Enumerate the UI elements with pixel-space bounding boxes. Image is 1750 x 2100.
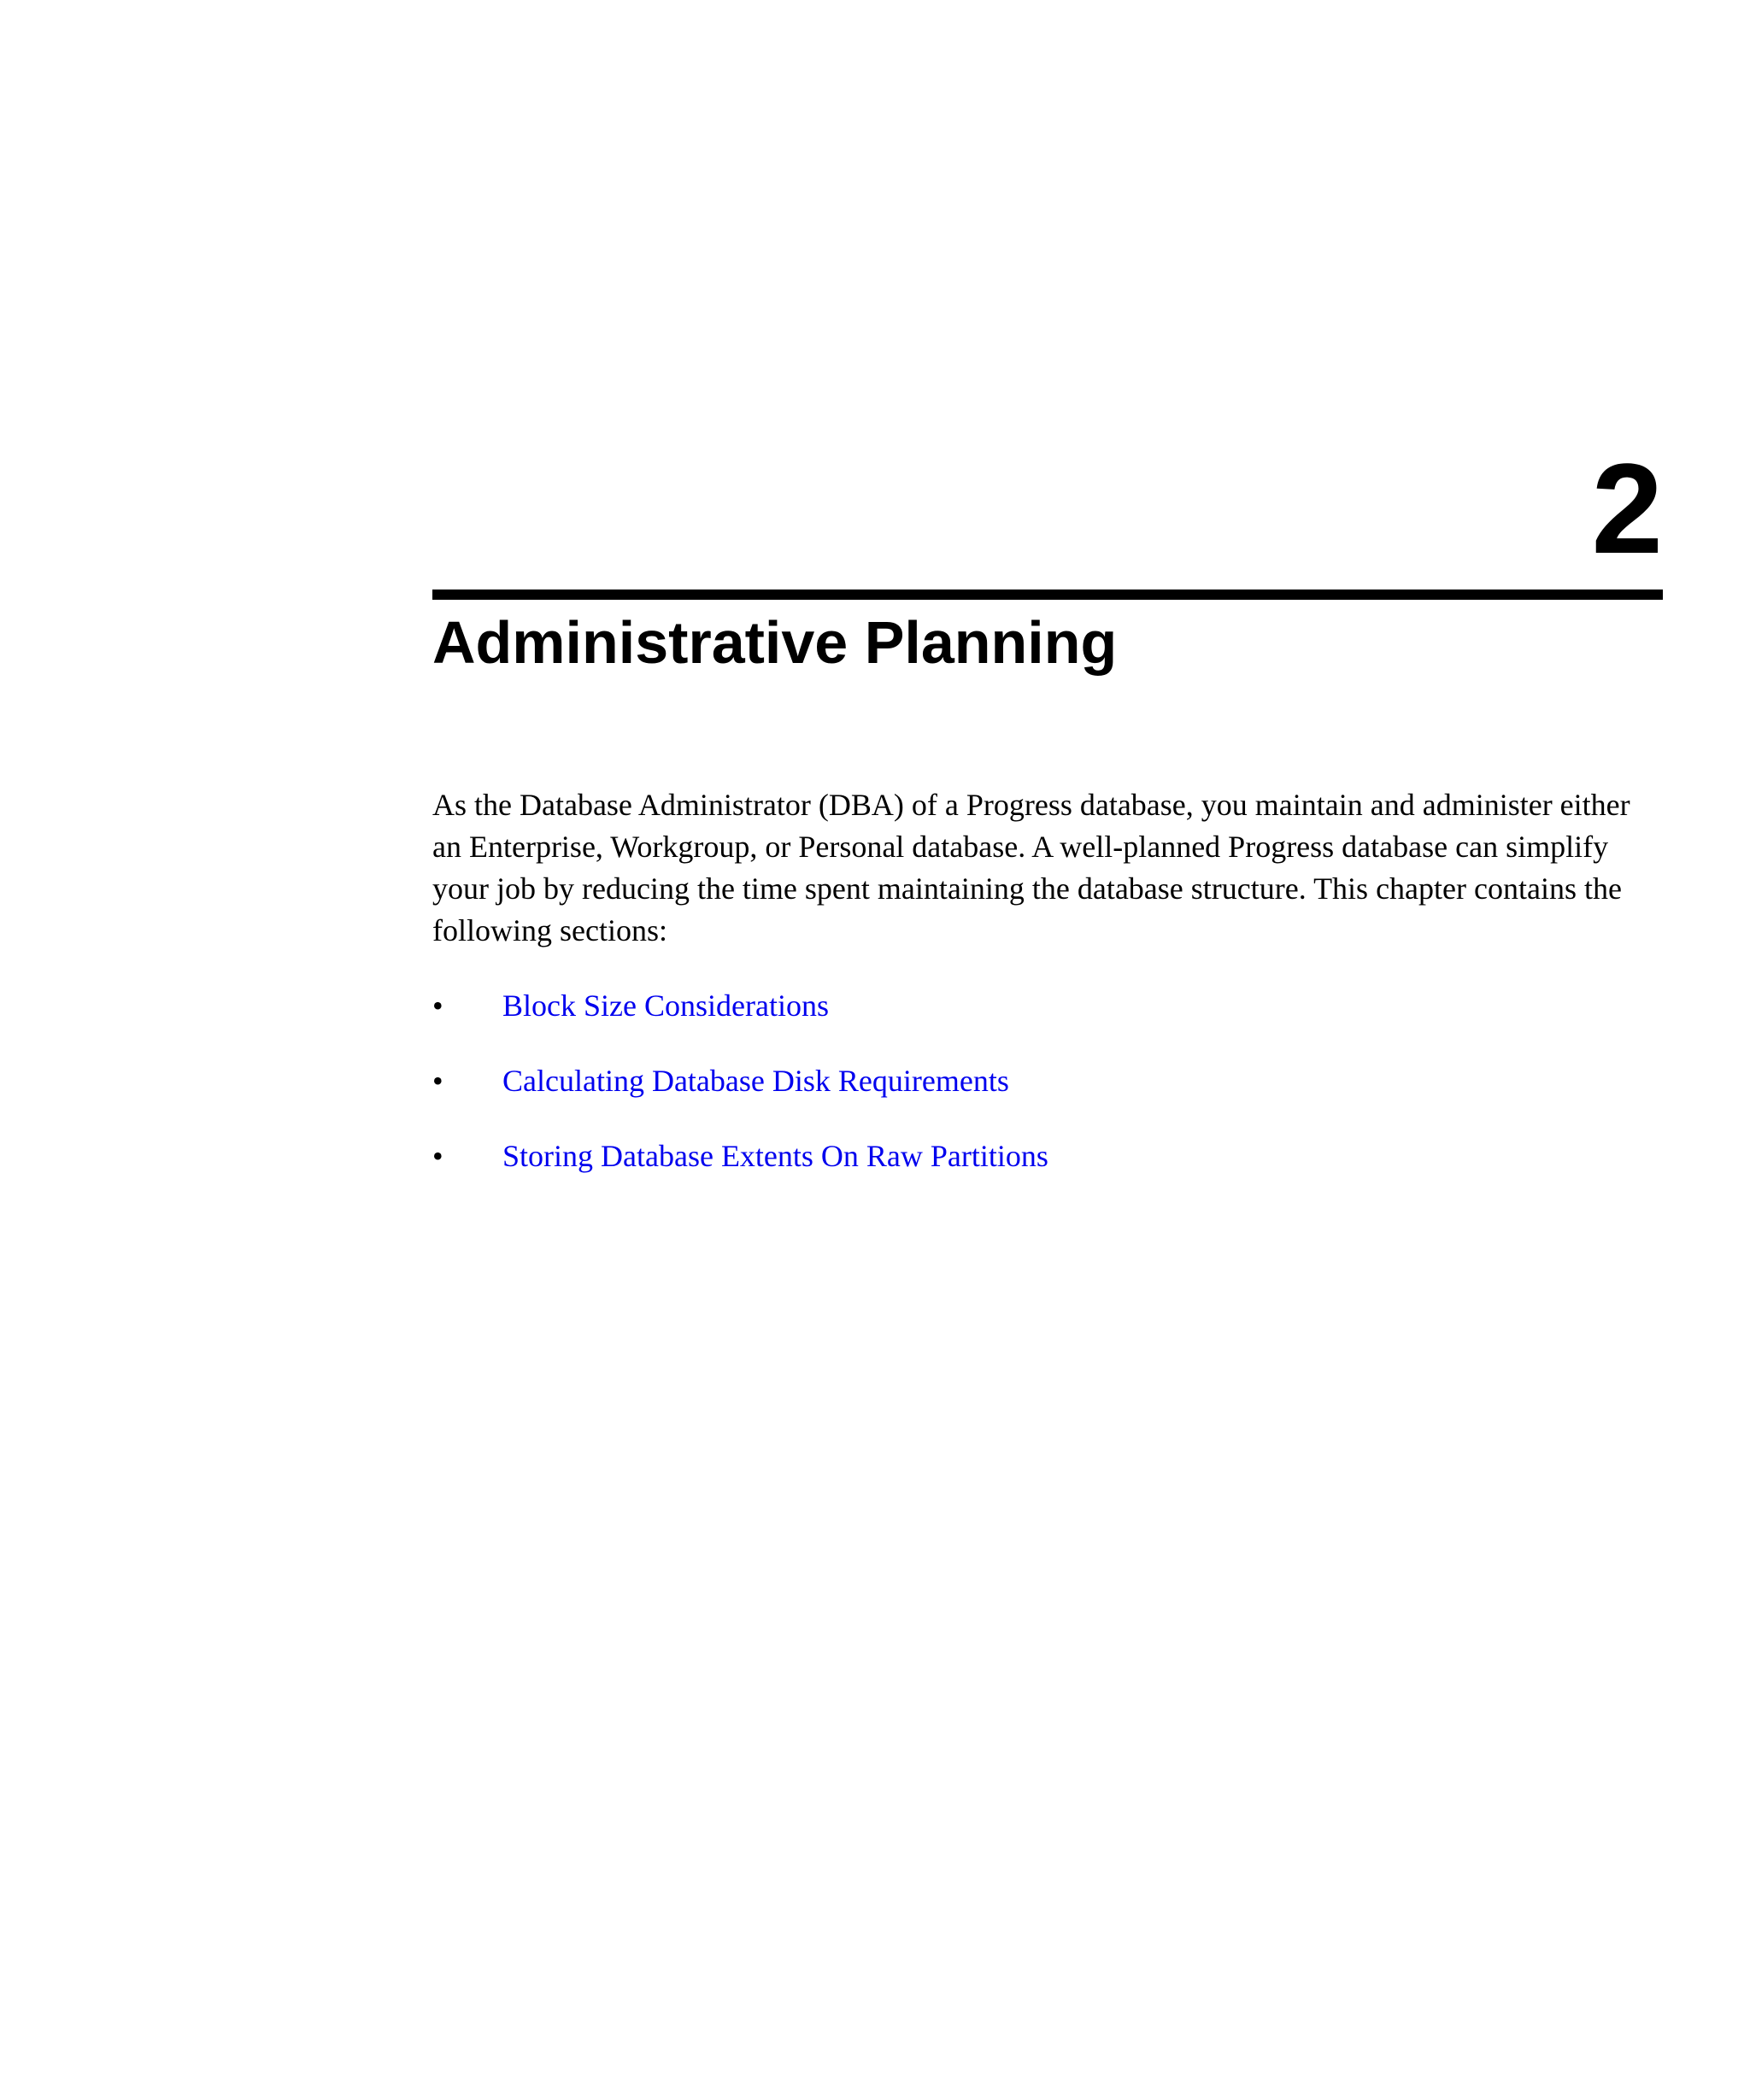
bullet-icon: •	[432, 988, 443, 1023]
section-link-block-size[interactable]: Block Size Considerations	[502, 988, 829, 1023]
bullet-icon: •	[432, 1139, 443, 1173]
bullet-icon: •	[432, 1064, 443, 1098]
list-item	[432, 1060, 1048, 1101]
chapter-number: 2	[1591, 437, 1663, 580]
list-item	[432, 985, 1048, 1026]
section-link-raw-partitions[interactable]: Storing Database Extents On Raw Partitions	[502, 1139, 1048, 1173]
chapter-title: Administrative Planning	[432, 609, 1118, 676]
list-item	[432, 1135, 1048, 1176]
section-list	[432, 985, 1048, 1211]
intro-paragraph: As the Database Administrator (DBA) of a Progress database, you maintain and administer either an Enterprise, Workgroup, or Personal database. A well-planned Progress database can simplify your job by reducing the time spent maintaining the database structure. This chapter contains the following sections:	[432, 788, 1630, 947]
chapter-rule	[432, 590, 1663, 600]
section-link-disk-requirements[interactable]: Calculating Database Disk Requirements	[502, 1064, 1009, 1098]
